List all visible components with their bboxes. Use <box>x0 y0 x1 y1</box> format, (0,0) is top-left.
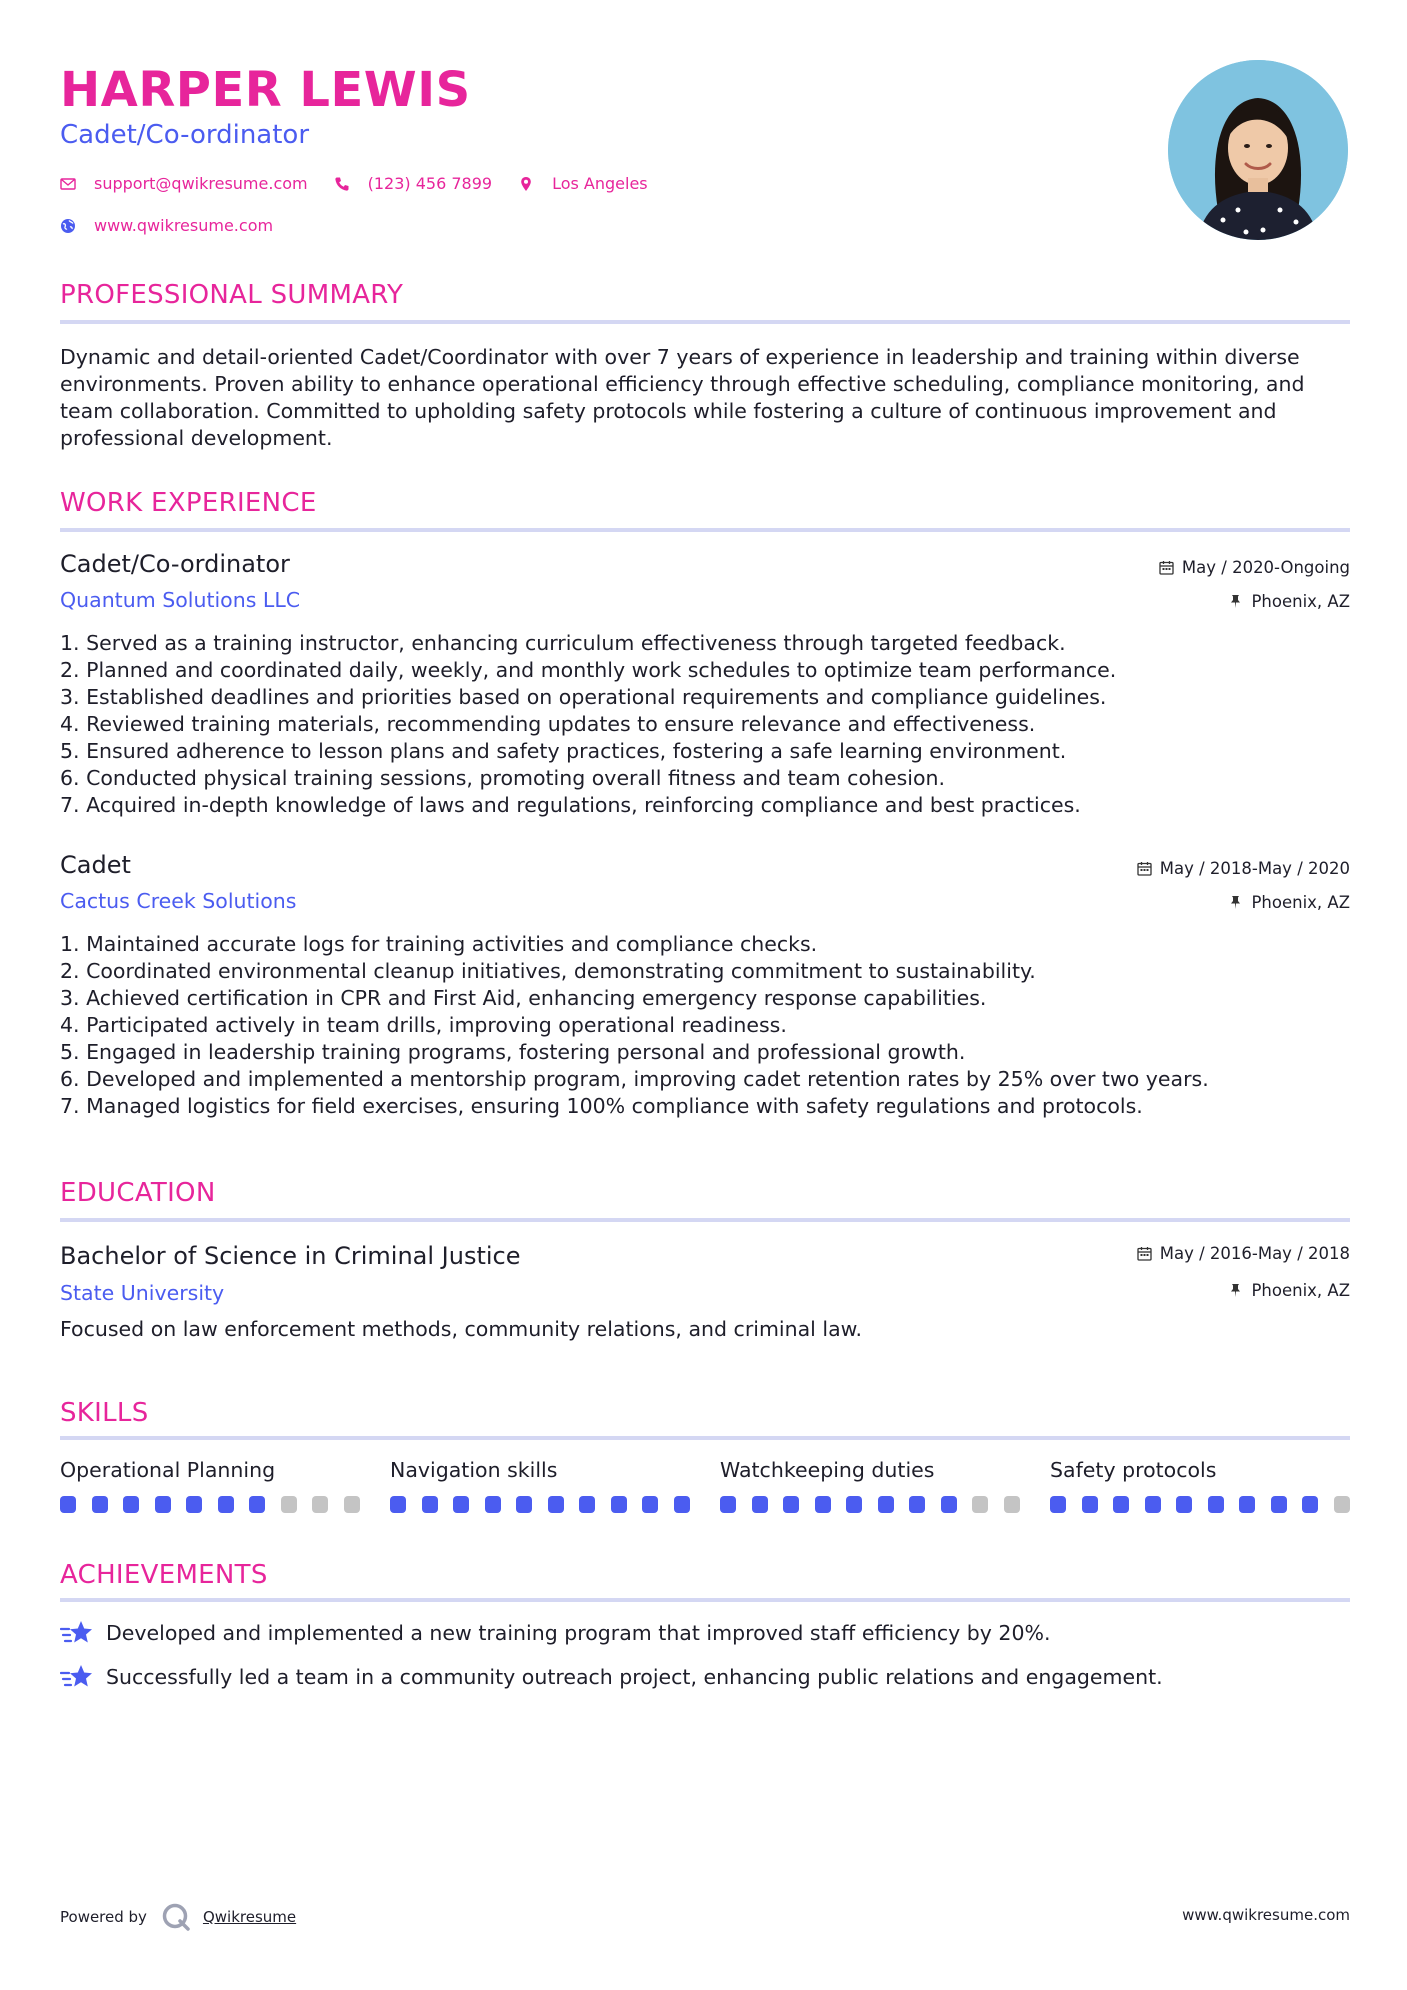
education-location <box>1228 1281 1350 1300</box>
section-divider <box>60 1218 1350 1222</box>
company-name: Quantum Solutions LLC <box>60 588 301 612</box>
contact-row-web <box>60 216 299 235</box>
job-title: Cadet/Co-ordinator <box>60 550 290 578</box>
job-bullet: 6. Developed and implemented a mentorship program, improving cadet retention rates by 25% over two years. <box>60 1067 1209 1091</box>
skill-name: Safety protocols <box>1050 1458 1217 1482</box>
skill-dot-filled <box>720 1496 736 1513</box>
skill-dot-filled <box>1145 1496 1161 1513</box>
skill-dot-filled <box>674 1496 690 1513</box>
contact-location <box>518 174 648 193</box>
degree-title: Bachelor of Science in Criminal Justice <box>60 1242 521 1270</box>
qwikresume-link[interactable]: Qwikresume <box>202 1908 297 1926</box>
profile-photo <box>1168 60 1348 240</box>
website-text: www.qwikresume.com <box>94 216 274 235</box>
email-text: support@qwikresume.com <box>94 174 308 193</box>
job-dates-text: May / 2020-Ongoing <box>1181 558 1350 577</box>
job-bullet: 5. Ensured adherence to lesson plans and safety practices, fostering a safe learning environment. <box>60 739 1067 763</box>
skill-dot-empty <box>344 1496 360 1513</box>
job-bullet: 4. Reviewed training materials, recommending updates to ensure relevance and effectiveness. <box>60 712 1036 736</box>
achievement-text: Successfully led a team in a community outreach project, enhancing public relations and engagement. <box>106 1665 1163 1689</box>
education-dates <box>1137 1244 1350 1263</box>
achievement-text: Developed and implemented a new training program that improved staff efficiency by 20%. <box>106 1621 1051 1645</box>
job-bullet: 5. Engaged in leadership training programs, fostering personal and professional growth. <box>60 1040 966 1064</box>
calendar-icon <box>1159 560 1174 575</box>
job-bullet: 2. Planned and coordinated daily, weekly, and monthly work schedules to optimize team performance. <box>60 658 1117 682</box>
skill-item <box>1050 1458 1350 1486</box>
job-bullet: 7. Acquired in-depth knowledge of laws and regulations, reinforcing compliance and best practices. <box>60 793 1081 817</box>
contact-website[interactable] <box>60 216 273 235</box>
job-bullet: 1. Maintained accurate logs for training activities and compliance checks. <box>60 932 818 956</box>
skill-dot-filled <box>155 1496 171 1513</box>
star-icon <box>60 1662 94 1692</box>
skill-dot-filled <box>878 1496 894 1513</box>
skill-item <box>720 1458 1020 1486</box>
phone-text: (123) 456 7899 <box>367 174 493 193</box>
job-bullet: 4. Participated actively in team drills, improving operational readiness. <box>60 1013 787 1037</box>
skill-name: Navigation skills <box>390 1458 558 1482</box>
job-title: Cadet <box>60 851 131 879</box>
contact-email[interactable] <box>60 174 308 193</box>
skill-name: Operational Planning <box>60 1458 276 1482</box>
skill-dot-filled <box>1239 1496 1255 1513</box>
section-title-experience: WORK EXPERIENCE <box>60 488 317 518</box>
job-bullet: 1. Served as a training instructor, enhancing curriculum effectiveness through targeted feedback. <box>60 631 1066 655</box>
skill-dot-filled <box>218 1496 234 1513</box>
job-bullet: 2. Coordinated environmental cleanup initiatives, demonstrating commitment to sustainability. <box>60 959 1036 983</box>
skill-item <box>60 1458 360 1486</box>
skill-dot-empty <box>1004 1496 1020 1513</box>
job-bullet: 3. Established deadlines and priorities based on operational requirements and compliance guidelines. <box>60 685 1107 709</box>
powered-by-label: Powered by <box>60 1908 147 1926</box>
skill-dot-filled <box>941 1496 957 1513</box>
location-text: Los Angeles <box>552 174 648 193</box>
skill-dot-filled <box>516 1496 532 1513</box>
job-bullet: 3. Achieved certification in CPR and First Aid, enhancing emergency response capabilities. <box>60 986 987 1010</box>
education-description: Focused on law enforcement methods, community relations, and criminal law. <box>60 1317 863 1341</box>
skill-dot-filled <box>846 1496 862 1513</box>
pushpin-icon <box>1228 895 1243 910</box>
job-dates <box>1159 558 1350 577</box>
skill-name: Watchkeeping duties <box>720 1458 935 1482</box>
section-divider <box>60 1436 1350 1440</box>
skill-dot-filled <box>123 1496 139 1513</box>
skill-dot-empty <box>1334 1496 1350 1513</box>
skill-dot-filled <box>422 1496 438 1513</box>
globe-icon <box>60 218 76 234</box>
skill-dot-filled <box>783 1496 799 1513</box>
job-bullet: 7. Managed logistics for field exercises, ensuring 100% compliance with safety regulations and protocols. <box>60 1094 1143 1118</box>
job-bullets <box>60 630 1350 819</box>
resume-page <box>60 0 1350 1990</box>
skill-dot-filled <box>1271 1496 1287 1513</box>
skill-dot-filled <box>548 1496 564 1513</box>
footer-website[interactable]: www.qwikresume.com <box>1182 1906 1350 1924</box>
skill-dot-filled <box>752 1496 768 1513</box>
section-title-skills: SKILLS <box>60 1398 149 1428</box>
job-dates-text: May / 2018-May / 2020 <box>1159 859 1350 878</box>
skill-rating <box>390 1496 690 1514</box>
school-name: State University <box>60 1281 225 1305</box>
skill-dot-empty <box>281 1496 297 1513</box>
job-location <box>1228 592 1350 611</box>
map-marker-icon <box>518 176 534 192</box>
skill-dot-filled <box>1050 1496 1066 1513</box>
section-divider <box>60 528 1350 532</box>
job-location-text: Phoenix, AZ <box>1251 893 1350 912</box>
skill-rating <box>720 1496 1020 1514</box>
skill-dot-filled <box>642 1496 658 1513</box>
skill-dot-filled <box>579 1496 595 1513</box>
skill-dot-filled <box>390 1496 406 1513</box>
company-name: Cactus Creek Solutions <box>60 889 297 913</box>
skill-dot-filled <box>186 1496 202 1513</box>
job-bullets <box>60 931 1350 1120</box>
pushpin-icon <box>1228 594 1243 609</box>
section-divider <box>60 320 1350 324</box>
skill-item <box>390 1458 690 1486</box>
skill-dot-filled <box>1302 1496 1318 1513</box>
skill-rating <box>1050 1496 1350 1514</box>
skill-dot-filled <box>1113 1496 1129 1513</box>
summary-text: Dynamic and detail-oriented Cadet/Coordinator with over 7 years of experience in leadership and training within diverse environments. Proven ability to enhance operational efficiency through effective scheduling, compliance monitoring, and team collaboration. Committed to upholding safety protocols while fostering a culture of continuous improvement and professional development. <box>60 345 1305 450</box>
skill-dot-filled <box>249 1496 265 1513</box>
section-title-education: EDUCATION <box>60 1178 216 1208</box>
contact-phone[interactable] <box>334 174 492 193</box>
phone-icon <box>334 176 350 192</box>
section-divider <box>60 1598 1350 1602</box>
achievement-item <box>60 1662 1163 1692</box>
skill-dot-empty <box>972 1496 988 1513</box>
skill-dot-filled <box>1208 1496 1224 1513</box>
qwikresume-logo-icon <box>161 1902 191 1932</box>
section-title-achievements: ACHIEVEMENTS <box>60 1560 268 1590</box>
skill-dot-filled <box>92 1496 108 1513</box>
skill-dot-filled <box>1082 1496 1098 1513</box>
skill-dot-filled <box>611 1496 627 1513</box>
skill-dot-empty <box>312 1496 328 1513</box>
calendar-icon <box>1137 861 1152 876</box>
skill-dot-filled <box>1176 1496 1192 1513</box>
skill-dot-filled <box>60 1496 76 1513</box>
skill-rating <box>60 1496 360 1514</box>
skill-dot-filled <box>815 1496 831 1513</box>
footer-powered-by <box>60 1902 296 1932</box>
job-dates <box>1137 859 1350 878</box>
candidate-title: Cadet/Co-ordinator <box>60 120 310 150</box>
skill-dot-filled <box>909 1496 925 1513</box>
job-bullet: 6. Conducted physical training sessions, promoting overall fitness and team cohesion. <box>60 766 946 790</box>
section-title-summary: PROFESSIONAL SUMMARY <box>60 280 404 310</box>
candidate-name: HARPER LEWIS <box>60 62 471 118</box>
education-location-text: Phoenix, AZ <box>1251 1281 1350 1300</box>
education-dates-text: May / 2016-May / 2018 <box>1159 1244 1350 1263</box>
skill-dot-filled <box>453 1496 469 1513</box>
achievement-item <box>60 1618 1050 1648</box>
pushpin-icon <box>1228 1283 1243 1298</box>
skill-dot-filled <box>485 1496 501 1513</box>
contact-row <box>60 174 674 193</box>
envelope-icon <box>60 176 76 192</box>
calendar-icon <box>1137 1246 1152 1261</box>
star-icon <box>60 1618 94 1648</box>
job-location-text: Phoenix, AZ <box>1251 592 1350 611</box>
job-location <box>1228 893 1350 912</box>
